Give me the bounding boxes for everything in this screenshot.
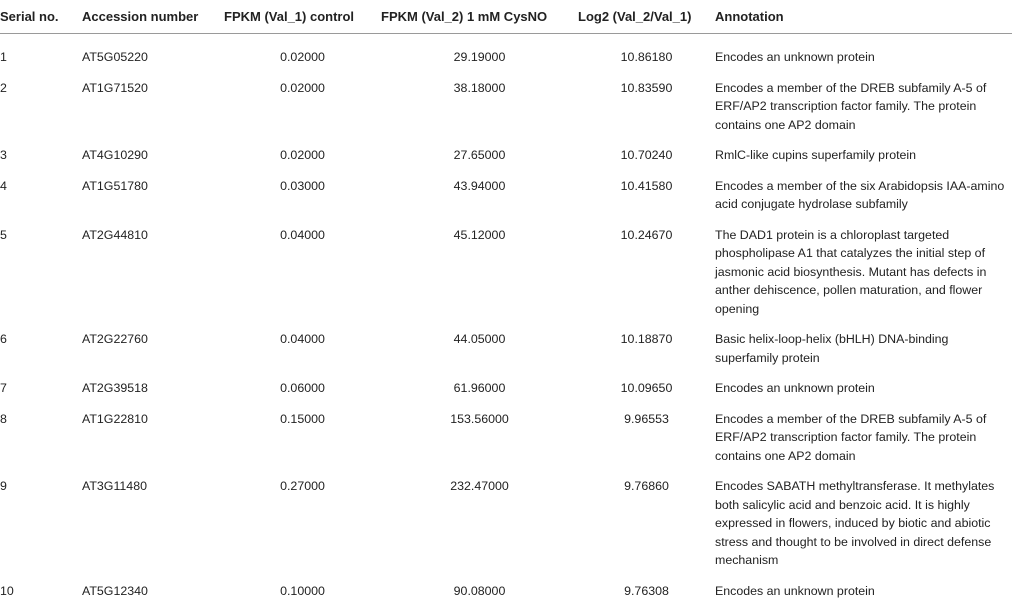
accession-cell: AT5G12340: [82, 570, 224, 600]
annotation-cell: Encodes an unknown protein: [715, 34, 1012, 67]
header-fpkm-val2: FPKM (Val_2) 1 mM CysNO: [381, 0, 578, 34]
fpkm-val2-cell: 29.19000: [381, 34, 578, 67]
fpkm-val1-cell: 0.27000: [224, 465, 381, 570]
header-serial: Serial no.: [0, 0, 82, 34]
annotation-cell: The DAD1 protein is a chloroplast targeted phospholipase A1 that catalyzes the initial step of jasmonic acid biosynthesis. Mutant has defects in anther dehiscence, pollen maturation, and flower opening: [715, 214, 1012, 319]
annotation-cell: Encodes an unknown protein: [715, 367, 1012, 398]
annotation-cell: RmlC-like cupins superfamily protein: [715, 134, 1012, 165]
table-row: [0, 165, 1012, 214]
fpkm-val2-cell: 43.94000: [381, 165, 578, 214]
serial-cell: 3: [0, 134, 82, 165]
header-accession: Accession number: [82, 0, 224, 34]
log2-cell: 9.76860: [578, 465, 715, 570]
serial-cell: 7: [0, 367, 82, 398]
fpkm-val2-cell: 153.56000: [381, 398, 578, 466]
header-fpkm-val1: FPKM (Val_1) control: [224, 0, 381, 34]
fpkm-val2-cell: 38.18000: [381, 67, 578, 135]
table-row: [0, 134, 1012, 165]
annotation-cell: Encodes a member of the DREB subfamily A-5 of ERF/AP2 transcription factor family. The protein contains one AP2 domain: [715, 67, 1012, 135]
accession-cell: AT1G22810: [82, 398, 224, 466]
table-row: [0, 214, 1012, 319]
fpkm-val2-cell: 45.12000: [381, 214, 578, 319]
serial-cell: 10: [0, 570, 82, 600]
annotation-cell: Encodes an unknown protein: [715, 570, 1012, 600]
header-row: [0, 0, 1012, 34]
fpkm-val1-cell: 0.15000: [224, 398, 381, 466]
fpkm-val1-cell: 0.02000: [224, 34, 381, 67]
log2-cell: 10.41580: [578, 165, 715, 214]
fpkm-val1-cell: 0.02000: [224, 134, 381, 165]
fpkm-val2-cell: 61.96000: [381, 367, 578, 398]
fpkm-val2-cell: 232.47000: [381, 465, 578, 570]
table-row: [0, 398, 1012, 466]
header-log2: Log2 (Val_2/Val_1): [578, 0, 715, 34]
fpkm-val1-cell: 0.03000: [224, 165, 381, 214]
annotation-cell: Encodes a member of the DREB subfamily A-5 of ERF/AP2 transcription factor family. The protein contains one AP2 domain: [715, 398, 1012, 466]
accession-cell: AT1G51780: [82, 165, 224, 214]
fpkm-val2-cell: 44.05000: [381, 318, 578, 367]
log2-cell: 10.83590: [578, 67, 715, 135]
annotation-cell: Basic helix-loop-helix (bHLH) DNA-binding superfamily protein: [715, 318, 1012, 367]
serial-cell: 8: [0, 398, 82, 466]
log2-cell: 10.70240: [578, 134, 715, 165]
fpkm-val1-cell: 0.02000: [224, 67, 381, 135]
accession-cell: AT2G39518: [82, 367, 224, 398]
fpkm-val1-cell: 0.06000: [224, 367, 381, 398]
fpkm-val1-cell: 0.04000: [224, 318, 381, 367]
fpkm-val1-cell: 0.04000: [224, 214, 381, 319]
serial-cell: 1: [0, 34, 82, 67]
annotation-cell: Encodes SABATH methyltransferase. It methylates both salicylic acid and benzoic acid. It is highly expressed in flowers, induced by biotic and abiotic stress and thought to be involved in direct defense mechanism: [715, 465, 1012, 570]
table-row: [0, 367, 1012, 398]
log2-cell: 10.09650: [578, 367, 715, 398]
serial-cell: 9: [0, 465, 82, 570]
log2-cell: 9.96553: [578, 398, 715, 466]
fpkm-val2-cell: 90.08000: [381, 570, 578, 600]
fpkm-val2-cell: 27.65000: [381, 134, 578, 165]
serial-cell: 5: [0, 214, 82, 319]
table-row: [0, 34, 1012, 67]
serial-cell: 2: [0, 67, 82, 135]
accession-cell: AT3G11480: [82, 465, 224, 570]
accession-cell: AT2G22760: [82, 318, 224, 367]
accession-cell: AT2G44810: [82, 214, 224, 319]
log2-cell: 9.76308: [578, 570, 715, 600]
header-annotation: Annotation: [715, 0, 1012, 34]
accession-cell: AT4G10290: [82, 134, 224, 165]
log2-cell: 10.18870: [578, 318, 715, 367]
fpkm-val1-cell: 0.10000: [224, 570, 381, 600]
table-row: [0, 67, 1012, 135]
log2-cell: 10.24670: [578, 214, 715, 319]
accession-cell: AT5G05220: [82, 34, 224, 67]
serial-cell: 4: [0, 165, 82, 214]
log2-cell: 10.86180: [578, 34, 715, 67]
accession-cell: AT1G71520: [82, 67, 224, 135]
table-row: [0, 318, 1012, 367]
serial-cell: 6: [0, 318, 82, 367]
table-row: [0, 570, 1012, 600]
table-row: [0, 465, 1012, 570]
annotation-cell: Encodes a member of the six Arabidopsis IAA-amino acid conjugate hydrolase subfamily: [715, 165, 1012, 214]
